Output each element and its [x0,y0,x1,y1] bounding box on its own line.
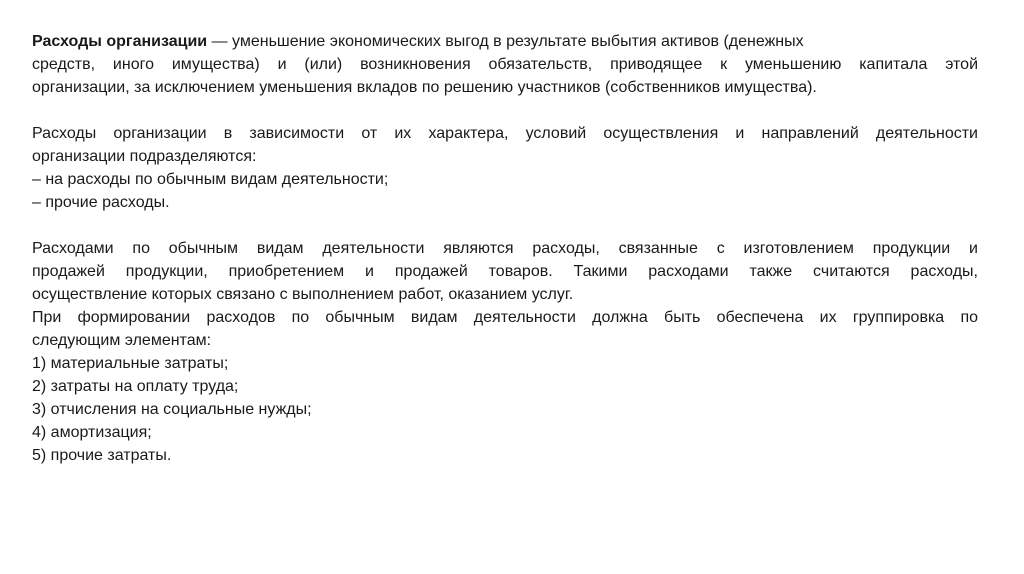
definition-paragraph [32,30,978,99]
definition-line-1 [32,30,978,53]
grouping-item: 3) отчисления на социальные нужды; [32,401,312,418]
definition-term: Расходы организации [32,33,208,50]
classification-line-1: Расходы организации в зависимости от их характера, условий осуществления и направлений деятельности [32,125,978,142]
ordinary-line-3: осуществление которых связано с выполнением работ, оказанием услуг. [32,286,574,303]
paragraph-spacer [32,214,978,237]
definition-line-3: организации, за исключением уменьшения вкладов по решению участников (собственников имущества). [32,79,817,96]
document-body [32,30,978,467]
definition-text: — уменьшение экономических выгод в результате выбытия активов (денежных [207,33,804,50]
grouping-line-2: следующим элементам: [32,332,212,349]
classification-paragraph [32,122,978,214]
grouping-paragraph [32,306,978,467]
ordinary-expenses-paragraph [32,237,978,306]
classification-item: – на расходы по обычным видам деятельности; [32,171,389,188]
grouping-item: 4) амортизация; [32,424,152,441]
grouping-item: 1) материальные затраты; [32,355,229,372]
classification-item: – прочие расходы. [32,194,170,211]
ordinary-line-2: продажей продукции, приобретением и продажей товаров. Такими расходами также считаются расходы, [32,263,978,280]
classification-line-2: организации подразделяются: [32,148,257,165]
grouping-line-1: При формировании расходов по обычным видам деятельности должна быть обеспечена их группировка по [32,309,978,326]
grouping-item: 2) затраты на оплату труда; [32,378,239,395]
grouping-item: 5) прочие затраты. [32,447,172,464]
definition-line-2: средств, иного имущества) и (или) возникновения обязательств, приводящее к уменьшению капитала этой [32,56,978,73]
paragraph-spacer [32,99,978,122]
ordinary-line-1: Расходами по обычным видам деятельности являются расходы, связанные с изготовлением продукции и [32,240,978,257]
